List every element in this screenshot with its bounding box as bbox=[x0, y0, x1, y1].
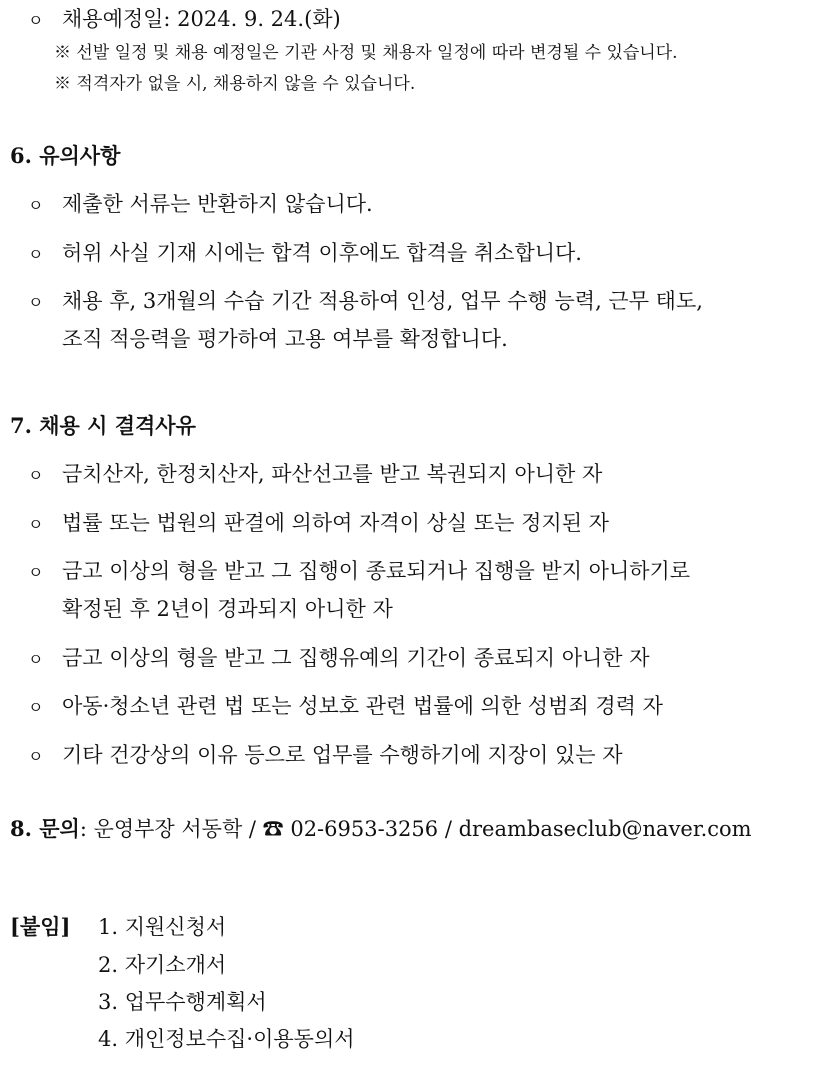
list-item-continuation: 조직 적응력을 평가하여 고용 여부를 확정합니다. bbox=[62, 327, 508, 351]
contact-line bbox=[10, 816, 752, 842]
list-item bbox=[28, 558, 690, 586]
list-item-continuation: 확정된 후 2년이 경과되지 아니한 자 bbox=[62, 597, 393, 621]
attachment-item: 4. 개인정보수집·이용동의서 bbox=[98, 1027, 355, 1051]
attachments-label: [붙임] bbox=[10, 914, 71, 939]
bullet-icon: ㅇ bbox=[28, 747, 44, 766]
bullet-icon: ㅇ bbox=[28, 196, 44, 215]
list-item bbox=[28, 742, 623, 770]
contact-label: 8. 문의 bbox=[10, 816, 80, 841]
list-item-text: 허위 사실 기재 시에는 합격 이후에도 합격을 취소합니다. bbox=[62, 241, 582, 265]
list-item bbox=[28, 461, 602, 489]
list-item-text: 채용 후, 3개월의 수습 기간 적용하여 인성, 업무 수행 능력, 근무 태도, bbox=[62, 289, 703, 313]
schedule-item bbox=[28, 6, 341, 34]
contact-text: : 운영부장 서동학 / ☎ 02-6953-3256 / dreambaseclub@naver.com bbox=[79, 817, 752, 841]
schedule-note: ※ 적격자가 없을 시, 채용하지 않을 수 있습니다. bbox=[54, 74, 416, 94]
list-item-text: 기타 건강상의 이유 등으로 업무를 수행하기에 지장이 있는 자 bbox=[62, 743, 623, 767]
list-item bbox=[28, 240, 582, 268]
attachment-item: 2. 자기소개서 bbox=[98, 953, 227, 977]
section-heading: 6. 유의사항 bbox=[10, 143, 121, 168]
bullet-icon: ㅇ bbox=[28, 11, 44, 30]
bullet-icon: ㅇ bbox=[28, 245, 44, 264]
list-item-text: 아동·청소년 관련 법 또는 성보호 관련 법률에 의한 성범죄 경력 자 bbox=[62, 694, 663, 718]
list-item bbox=[28, 693, 663, 721]
list-item bbox=[28, 645, 650, 673]
attachment-item: 3. 업무수행계획서 bbox=[98, 990, 267, 1014]
bullet-icon: ㅇ bbox=[28, 650, 44, 669]
bullet-icon: ㅇ bbox=[28, 698, 44, 717]
schedule-note: ※ 선발 일정 및 채용 예정일은 기관 사정 및 채용자 일정에 따라 변경될 수 있습니다. bbox=[54, 43, 678, 63]
bullet-icon: ㅇ bbox=[28, 293, 44, 312]
list-item-text: 금고 이상의 형을 받고 그 집행유예의 기간이 종료되지 아니한 자 bbox=[62, 646, 650, 670]
bullet-icon: ㅇ bbox=[28, 515, 44, 534]
list-item-text: 금고 이상의 형을 받고 그 집행이 종료되거나 집행을 받지 아니하기로 bbox=[62, 559, 691, 583]
list-item-text: 금치산자, 한정치산자, 파산선고를 받고 복권되지 아니한 자 bbox=[62, 462, 603, 486]
list-item bbox=[28, 510, 609, 538]
bullet-icon: ㅇ bbox=[28, 466, 44, 485]
bullet-icon: ㅇ bbox=[28, 563, 44, 582]
list-item bbox=[28, 288, 703, 316]
section-heading: 7. 채용 시 결격사유 bbox=[10, 413, 196, 438]
schedule-item-text: 채용예정일: 2024. 9. 24.(화) bbox=[62, 7, 341, 31]
list-item-text: 제출한 서류는 반환하지 않습니다. bbox=[62, 192, 373, 216]
list-item bbox=[28, 191, 373, 219]
attachment-item: 1. 지원신청서 bbox=[98, 915, 227, 939]
list-item-text: 법률 또는 법원의 판결에 의하여 자격이 상실 또는 정지된 자 bbox=[62, 511, 609, 535]
